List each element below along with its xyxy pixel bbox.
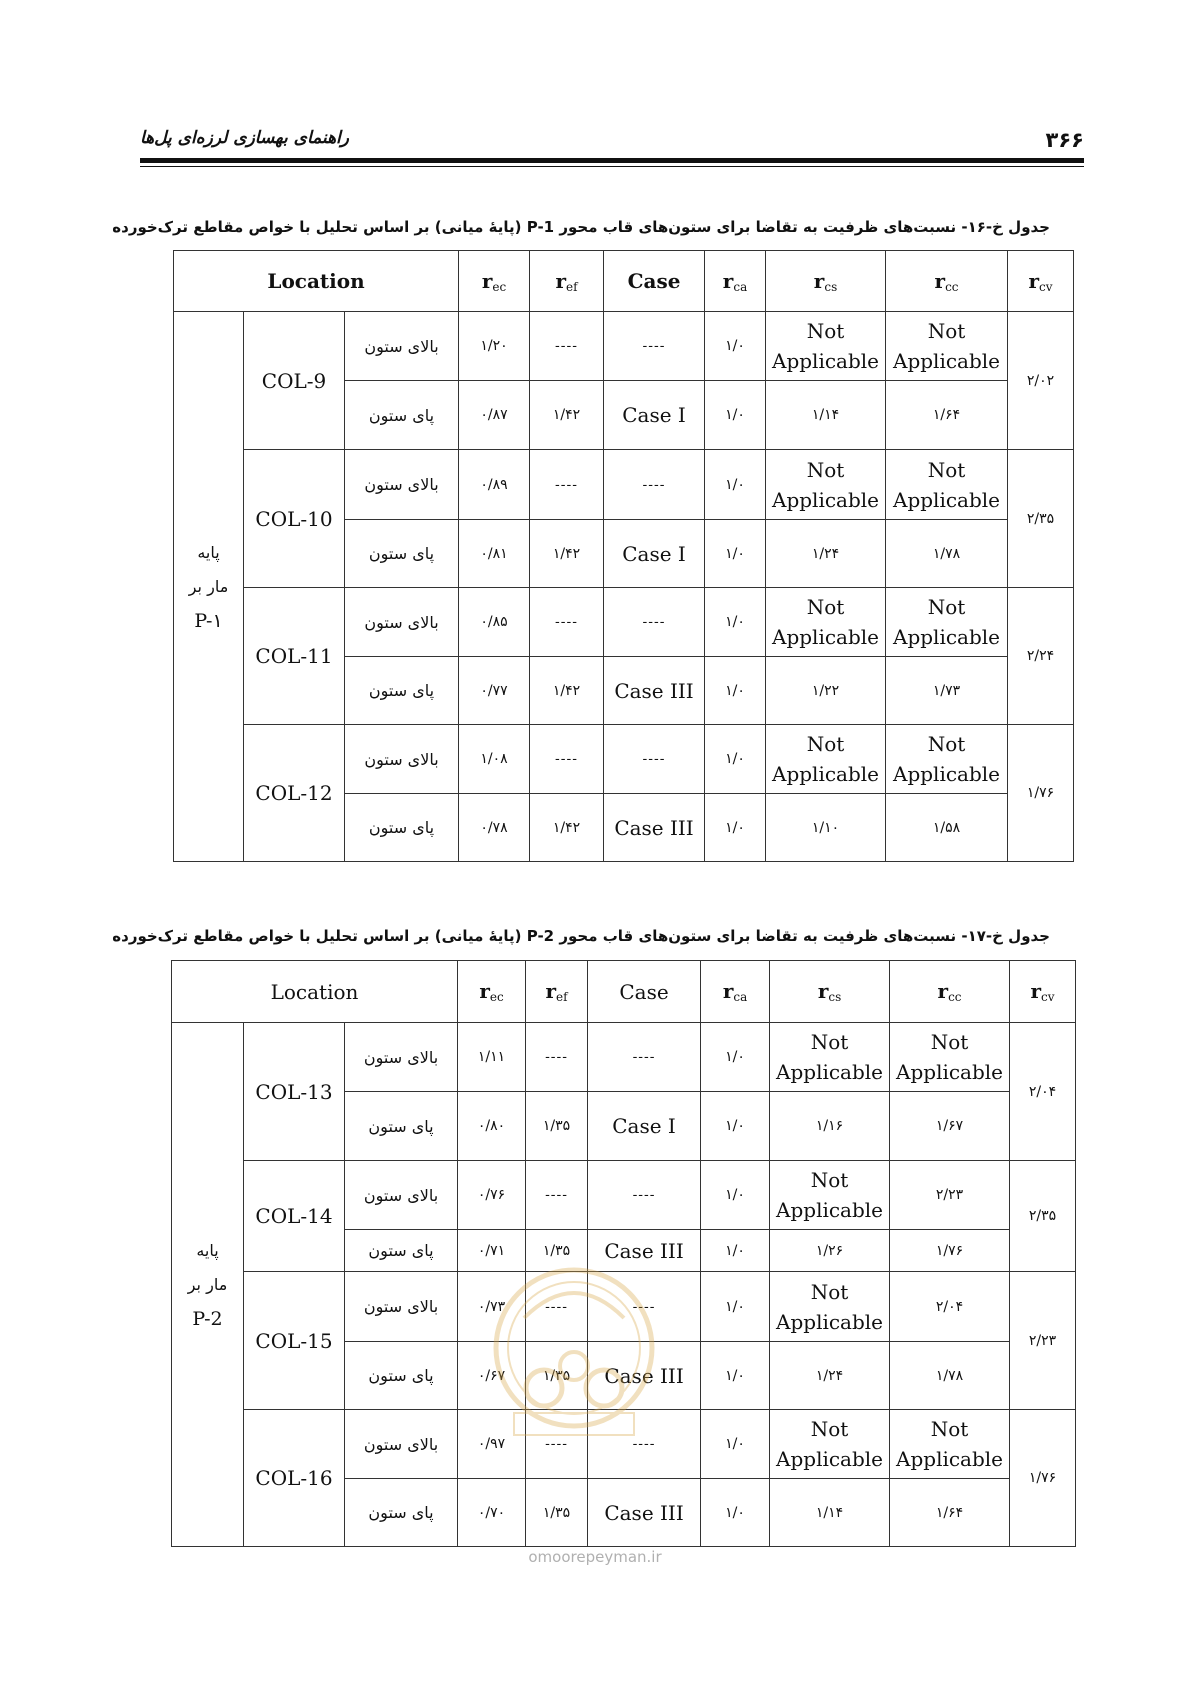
rec-value: ۰/۸۵ — [459, 588, 530, 657]
rca-value: ۱/۰ — [705, 588, 766, 657]
header-rcv: $r_{cv}$ — [1008, 251, 1074, 312]
table-header-row — [172, 961, 1076, 1023]
table-caption: جدول خ-۱۷- نسبت‌های ظرفیت به تقاضا برای ستون‌های قاب محور P-2 (پایهٔ میانی) بر اساس تحلیل با خواص مقاطع ترک‌خورده — [112, 927, 1050, 945]
column-name: COL-10 — [244, 450, 345, 588]
position-label: پای ستون — [345, 1342, 458, 1410]
rec-value: ۱/۰۸ — [459, 725, 530, 794]
position-label: پای ستون — [345, 520, 459, 588]
rcs-value: ۱/۱۴ — [770, 1479, 890, 1547]
rec-value: ۰/۷۷ — [459, 657, 530, 725]
case-value: ---- — [588, 1410, 701, 1479]
watermark-text: omoorepeyman.ir — [528, 1548, 662, 1566]
header-rca: $r_{ca}$ — [701, 961, 770, 1023]
rcc-value: ۱/۶۷ — [890, 1092, 1010, 1161]
rcs-value: Not Applicable — [770, 1161, 890, 1230]
ref-value: ---- — [530, 725, 604, 794]
header-rec: $r_{ec}$ — [459, 251, 530, 312]
rcs-value: Not Applicable — [766, 725, 886, 794]
rca-value: ۱/۰ — [701, 1342, 770, 1410]
rec-value: ۰/۸۷ — [459, 381, 530, 450]
ref-value: ۱/۳۵ — [526, 1230, 588, 1272]
column-name: COL-15 — [244, 1272, 345, 1410]
rca-value: ۱/۰ — [705, 312, 766, 381]
column-name: COL-11 — [244, 588, 345, 725]
header-rca: $r_{ca}$ — [705, 251, 766, 312]
case-value: Case I — [604, 381, 705, 450]
rca-value: ۱/۰ — [705, 725, 766, 794]
case-value: Case I — [604, 520, 705, 588]
rcc-value: Not Applicable — [886, 450, 1008, 520]
rcv-value: ۲/۳۵ — [1008, 450, 1074, 588]
rcc-value: Not Applicable — [886, 725, 1008, 794]
table-row — [174, 312, 1074, 381]
table-row — [172, 1161, 1076, 1230]
rec-value: ۰/۷۰ — [458, 1479, 526, 1547]
rcs-value: ۱/۲۴ — [766, 520, 886, 588]
rcv-value: ۱/۷۶ — [1008, 725, 1074, 862]
rcs-value: Not Applicable — [766, 588, 886, 657]
column-name: COL-16 — [244, 1410, 345, 1547]
column-name: COL-9 — [244, 312, 345, 450]
position-label: پای ستون — [345, 794, 459, 862]
rec-value: ۱/۲۰ — [459, 312, 530, 381]
position-label: پای ستون — [345, 1092, 458, 1161]
rcv-value: ۱/۷۶ — [1010, 1410, 1076, 1547]
rcs-value: Not Applicable — [770, 1272, 890, 1342]
rcs-value: ۱/۲۲ — [766, 657, 886, 725]
rec-value: ۰/۷۳ — [458, 1272, 526, 1342]
rec-value: ۱/۱۱ — [458, 1023, 526, 1092]
header-ref: $r_{ef}$ — [526, 961, 588, 1023]
header-rcc: $r_{cc}$ — [890, 961, 1010, 1023]
case-value: ---- — [604, 725, 705, 794]
ref-value: ۱/۳۵ — [526, 1479, 588, 1547]
position-label: پای ستون — [345, 1479, 458, 1547]
ref-value: ---- — [530, 450, 604, 520]
rec-value: ۰/۷۸ — [459, 794, 530, 862]
ref-value: ۱/۴۲ — [530, 657, 604, 725]
rec-value: ۰/۸۰ — [458, 1092, 526, 1161]
case-value: Case III — [588, 1230, 701, 1272]
rcc-value: Not Applicable — [890, 1023, 1010, 1092]
rcc-value: Not Applicable — [890, 1410, 1010, 1479]
capacity-demand-table — [173, 250, 1074, 862]
ref-value: ۱/۴۲ — [530, 381, 604, 450]
rcc-value: ۱/۶۴ — [886, 381, 1008, 450]
case-value: ---- — [588, 1023, 701, 1092]
rcc-value: ۲/۰۴ — [890, 1272, 1010, 1342]
header-case: Case — [604, 251, 705, 312]
rcs-value: ۱/۲۴ — [770, 1342, 890, 1410]
header-location: Location — [174, 251, 459, 312]
header-rec: $r_{ec}$ — [458, 961, 526, 1023]
case-value: ---- — [604, 588, 705, 657]
case-value: ---- — [604, 450, 705, 520]
rcs-value: ۱/۱۶ — [770, 1092, 890, 1161]
table-header-row — [174, 251, 1074, 312]
position-label: بالای ستون — [345, 588, 459, 657]
rcc-value: ۱/۵۸ — [886, 794, 1008, 862]
rec-value: ۰/۷۱ — [458, 1230, 526, 1272]
rca-value: ۱/۰ — [701, 1092, 770, 1161]
position-label: بالای ستون — [345, 312, 459, 381]
rca-value: ۱/۰ — [705, 450, 766, 520]
ref-value: ۱/۴۲ — [530, 520, 604, 588]
table-row — [174, 588, 1074, 657]
header-rcc: $r_{cc}$ — [886, 251, 1008, 312]
table-row — [172, 1023, 1076, 1092]
case-value: Case III — [604, 794, 705, 862]
ref-value: ---- — [530, 588, 604, 657]
rcc-value: ۱/۶۴ — [890, 1479, 1010, 1547]
header-rcv: $r_{cv}$ — [1010, 961, 1076, 1023]
rcc-value: ۱/۷۸ — [890, 1342, 1010, 1410]
position-label: بالای ستون — [345, 1410, 458, 1479]
pier-label: پایه مار بر P-2 — [172, 1023, 244, 1547]
rcv-value: ۲/۲۴ — [1008, 588, 1074, 725]
rca-value: ۱/۰ — [701, 1272, 770, 1342]
case-value: ---- — [588, 1272, 701, 1342]
page-header — [140, 128, 1084, 152]
ref-value: ---- — [526, 1161, 588, 1230]
header-ref: $r_{ef}$ — [530, 251, 604, 312]
rcc-value: ۱/۷۸ — [886, 520, 1008, 588]
header-rcs: $r_{cs}$ — [770, 961, 890, 1023]
rca-value: ۱/۰ — [701, 1161, 770, 1230]
ref-value: ۱/۴۲ — [530, 794, 604, 862]
rca-value: ۱/۰ — [705, 520, 766, 588]
column-name: COL-14 — [244, 1161, 345, 1272]
position-label: بالای ستون — [345, 1161, 458, 1230]
rcv-value: ۲/۰۲ — [1008, 312, 1074, 450]
rcc-value: Not Applicable — [886, 312, 1008, 381]
rcv-value: ۲/۳۵ — [1010, 1161, 1076, 1272]
book-title: راهنمای بهسازی لرزه‌ای پل‌ها — [140, 128, 349, 148]
case-value: Case III — [588, 1479, 701, 1547]
position-label: پای ستون — [345, 657, 459, 725]
rcs-value: Not Applicable — [766, 312, 886, 381]
column-name: COL-12 — [244, 725, 345, 862]
table-row — [174, 725, 1074, 794]
ref-value: ---- — [526, 1272, 588, 1342]
ref-value: ---- — [530, 312, 604, 381]
rcv-value: ۲/۲۳ — [1010, 1272, 1076, 1410]
rcc-value: ۱/۷۳ — [886, 657, 1008, 725]
column-name: COL-13 — [244, 1023, 345, 1161]
rca-value: ۱/۰ — [705, 794, 766, 862]
rca-value: ۱/۰ — [701, 1479, 770, 1547]
page-number: ۳۶۶ — [1045, 128, 1084, 152]
rec-value: ۰/۶۷ — [458, 1342, 526, 1410]
case-value: ---- — [588, 1161, 701, 1230]
rec-value: ۰/۷۶ — [458, 1161, 526, 1230]
ref-value: ---- — [526, 1023, 588, 1092]
ref-value: ---- — [526, 1410, 588, 1479]
rcc-value: ۱/۷۶ — [890, 1230, 1010, 1272]
header-rule-thick — [140, 158, 1084, 163]
position-label: بالای ستون — [345, 450, 459, 520]
position-label: بالای ستون — [345, 725, 459, 794]
rcs-value: ۱/۱۴ — [766, 381, 886, 450]
case-value: Case III — [604, 657, 705, 725]
position-label: بالای ستون — [345, 1272, 458, 1342]
rcs-value: ۱/۱۰ — [766, 794, 886, 862]
rcs-value: Not Applicable — [770, 1410, 890, 1479]
pier-label: پایه مار بر P-۱ — [174, 312, 244, 862]
rcv-value: ۲/۰۴ — [1010, 1023, 1076, 1161]
rcs-value: Not Applicable — [766, 450, 886, 520]
position-label: پای ستون — [345, 381, 459, 450]
gear-seal-icon — [484, 1248, 664, 1448]
rcs-value: Not Applicable — [770, 1023, 890, 1092]
ref-value: ۱/۳۵ — [526, 1342, 588, 1410]
position-label: بالای ستون — [345, 1023, 458, 1092]
rca-value: ۱/۰ — [701, 1230, 770, 1272]
case-value: Case I — [588, 1092, 701, 1161]
rec-value: ۰/۸۱ — [459, 520, 530, 588]
rcs-value: ۱/۲۶ — [770, 1230, 890, 1272]
rcc-value: Not Applicable — [886, 588, 1008, 657]
header-rule-thin — [140, 166, 1084, 167]
rca-value: ۱/۰ — [705, 381, 766, 450]
rec-value: ۰/۹۷ — [458, 1410, 526, 1479]
case-value: Case III — [588, 1342, 701, 1410]
table-row — [174, 450, 1074, 520]
header-case: Case — [588, 961, 701, 1023]
header-location: Location — [172, 961, 458, 1023]
ref-value: ۱/۳۵ — [526, 1092, 588, 1161]
case-value: ---- — [604, 312, 705, 381]
rec-value: ۰/۸۹ — [459, 450, 530, 520]
header-rcs: $r_{cs}$ — [766, 251, 886, 312]
table-caption: جدول خ-۱۶- نسبت‌های ظرفیت به تقاضا برای ستون‌های قاب محور P-1 (پایهٔ میانی) بر اساس تحلیل با خواص مقاطع ترک‌خورده — [112, 218, 1050, 236]
rca-value: ۱/۰ — [701, 1410, 770, 1479]
rca-value: ۱/۰ — [701, 1023, 770, 1092]
position-label: پای ستون — [345, 1230, 458, 1272]
rca-value: ۱/۰ — [705, 657, 766, 725]
rcc-value: ۲/۲۳ — [890, 1161, 1010, 1230]
